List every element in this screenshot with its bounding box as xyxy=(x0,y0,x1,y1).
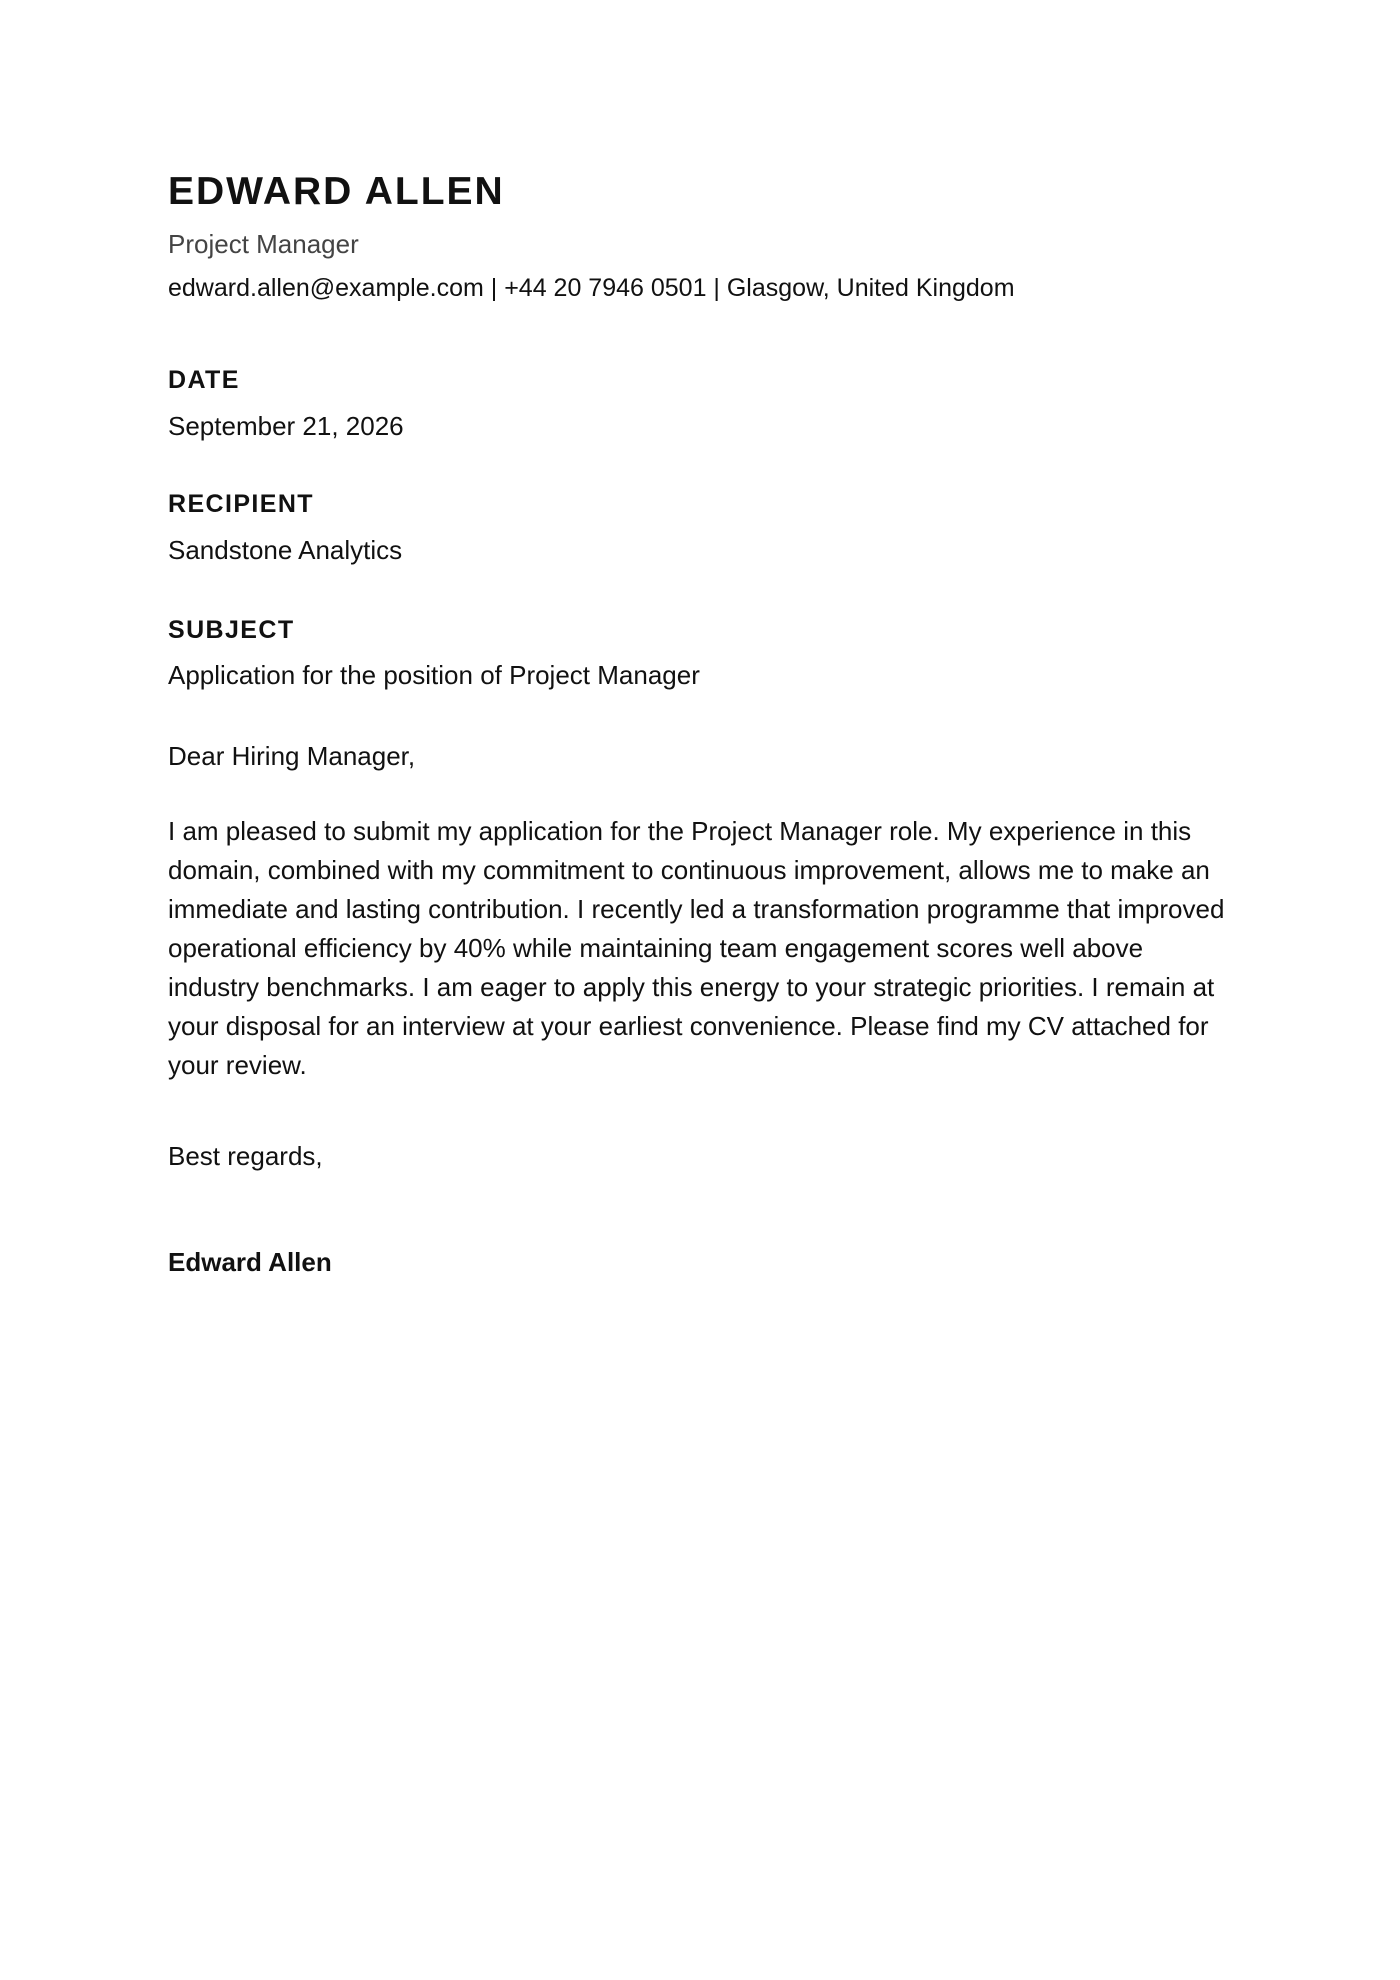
salutation: Dear Hiring Manager, xyxy=(168,741,416,771)
sender-contact-line: edward.allen@example.com | +44 20 7946 0501 | Glasgow, United Kingdom xyxy=(168,274,1015,302)
subject-label: SUBJECT xyxy=(168,616,295,644)
closing: Best regards, xyxy=(168,1141,323,1171)
signature-name: Edward Allen xyxy=(168,1247,332,1277)
sender-name: EDWARD ALLEN xyxy=(168,170,505,213)
date-value: September 21, 2026 xyxy=(168,411,404,441)
letter-body: I am pleased to submit my application for the Project Manager role. My experience in this domain, combined with my commitment to continuous improvement, allows me to make an immediate and lasting contribution. I recently led a transformation programme that improved operational efficiency by 40% while maintaining team engagement scores well above industry benchmarks. I am eager to apply this energy to your strategic priorities. I remain at your disposal for an interview at your earliest convenience. Please find my CV attached for your review. xyxy=(168,816,1225,1080)
recipient-label: RECIPIENT xyxy=(168,490,314,518)
date-label: DATE xyxy=(168,366,240,394)
subject-value: Application for the position of Project Manager xyxy=(168,660,700,690)
sender-role: Project Manager xyxy=(168,229,359,259)
recipient-value: Sandstone Analytics xyxy=(168,535,403,565)
